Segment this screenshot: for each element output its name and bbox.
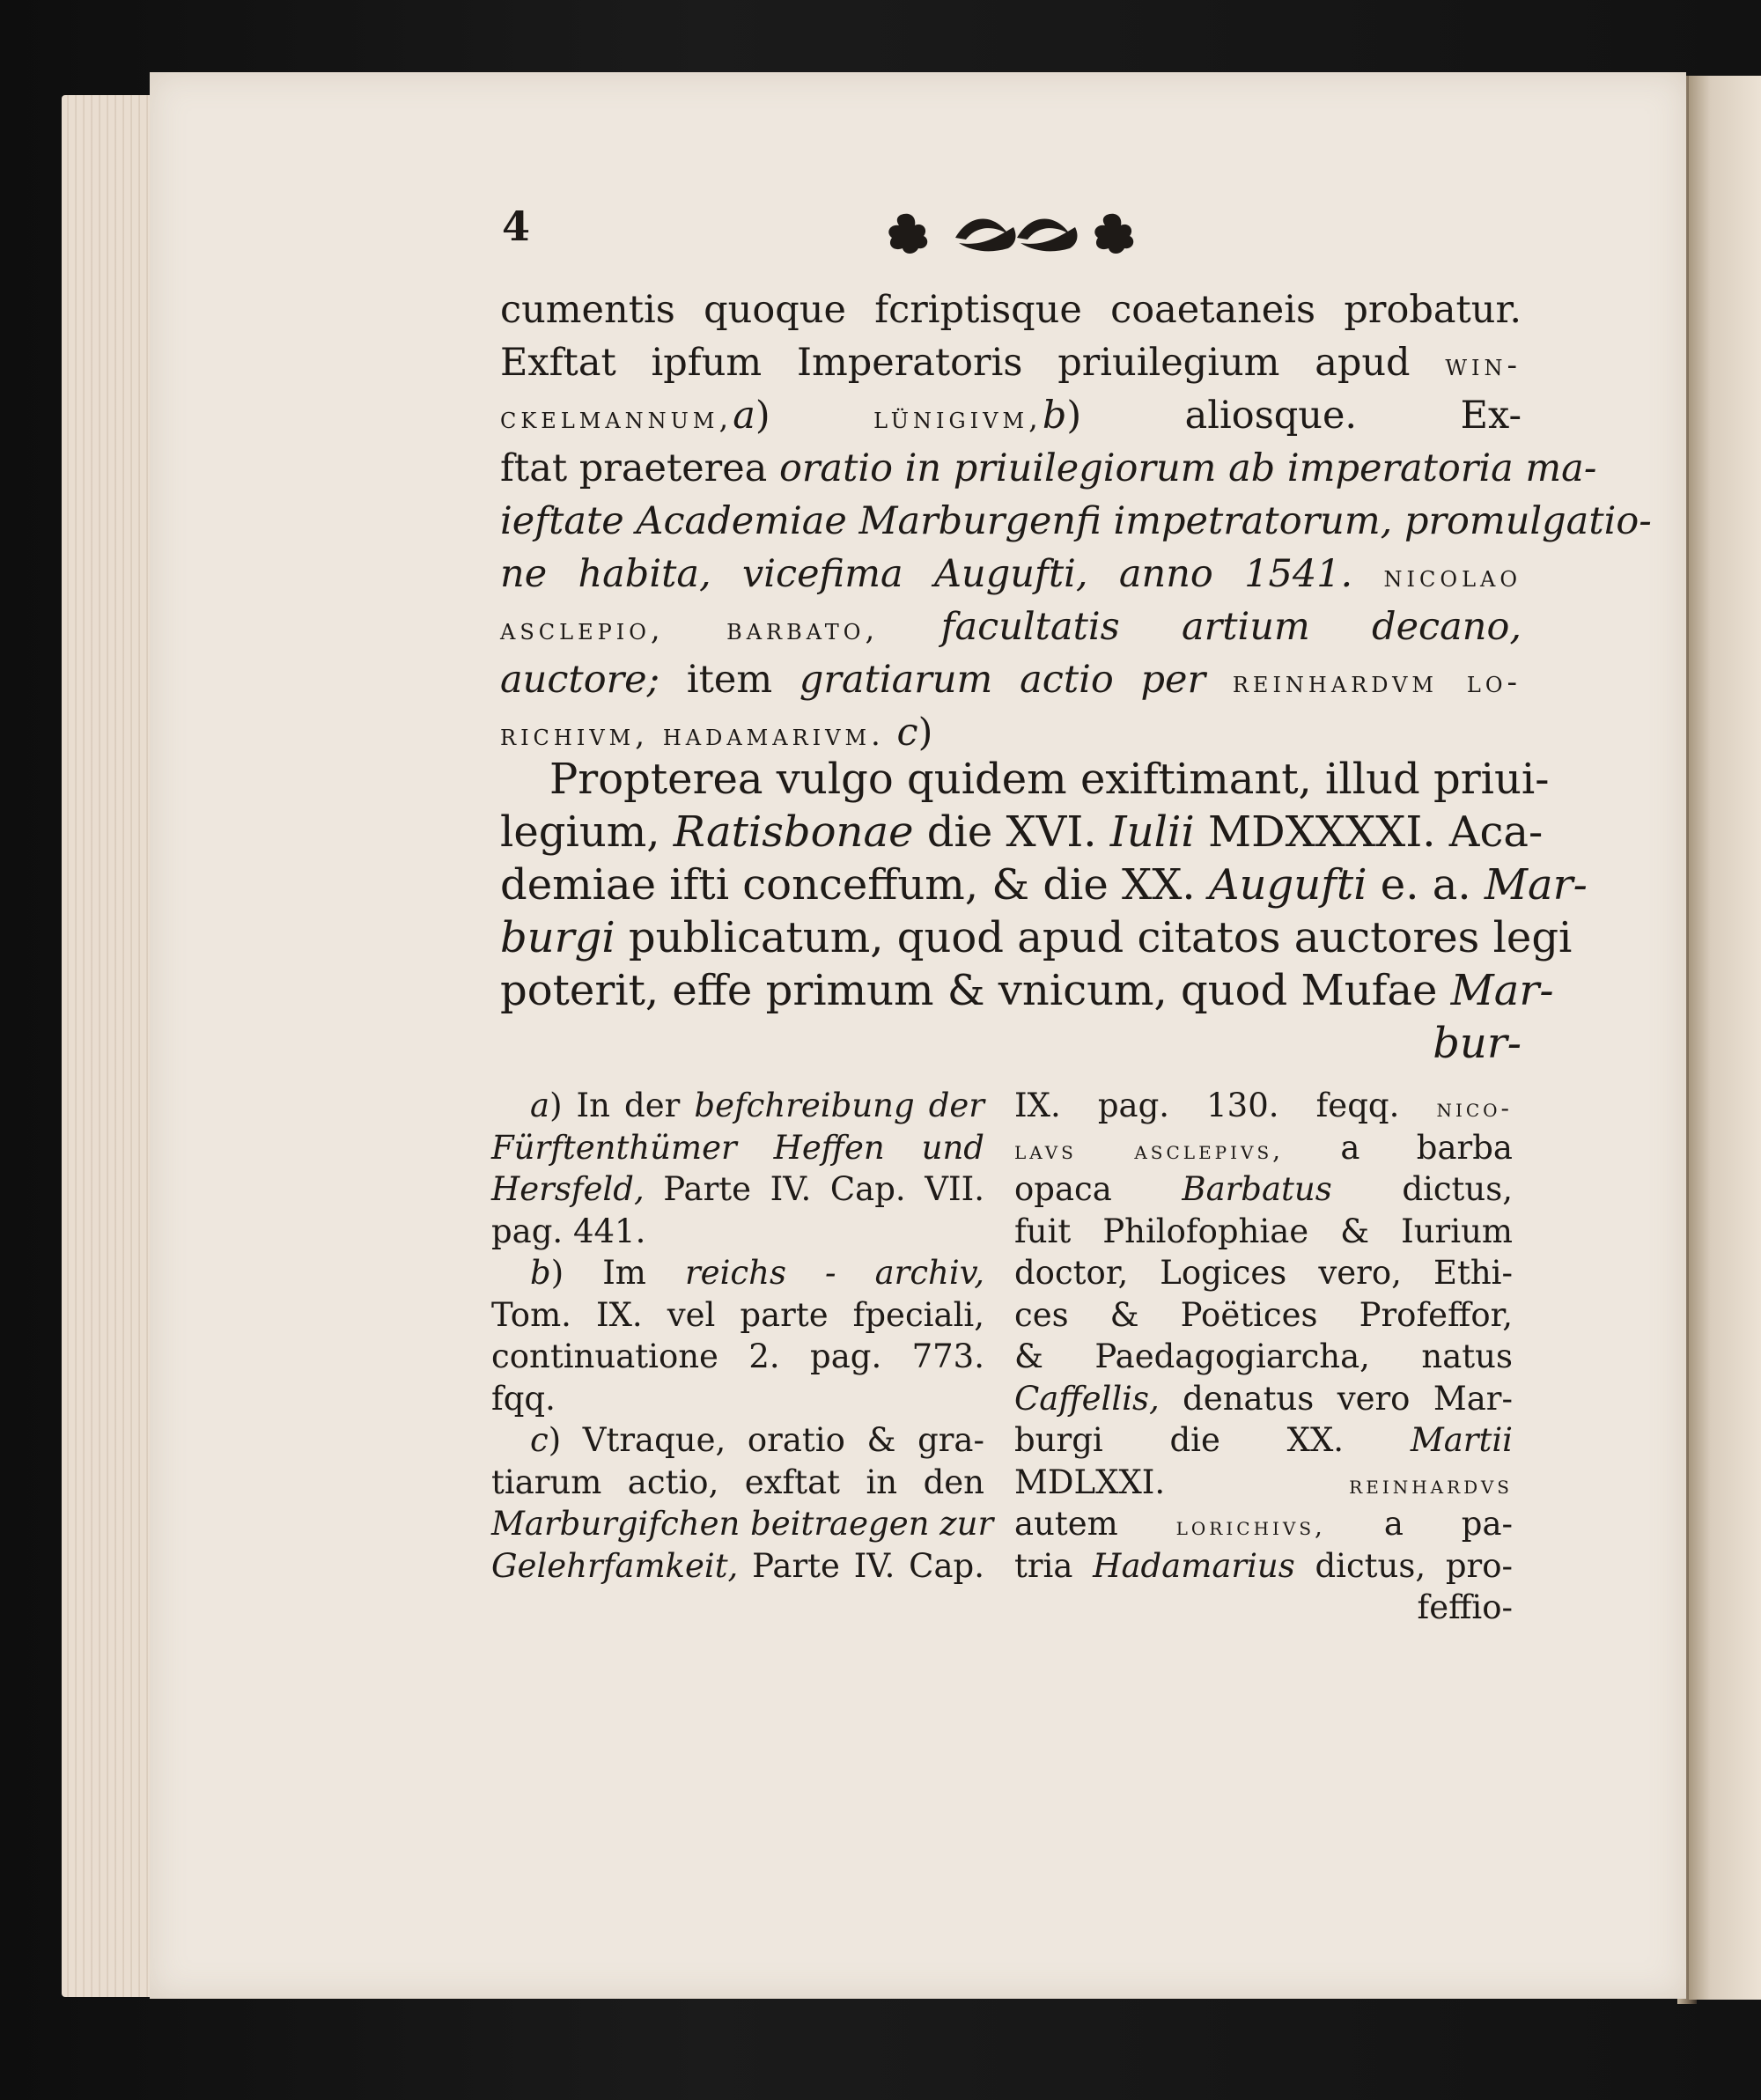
text-run: fqq.	[491, 1379, 556, 1418]
footnotes_left-line	[491, 1545, 984, 1588]
footnotes_right-line	[1014, 1587, 1513, 1629]
left-page-edges	[62, 95, 158, 1997]
footnotes_left-line	[491, 1378, 984, 1420]
text-run: dictus, pro-	[1294, 1546, 1513, 1585]
italic-run: Hadamarius	[1093, 1546, 1295, 1585]
italic-run: auctore;	[500, 658, 660, 702]
text-run: ) Vtraque, oratio & gra-	[548, 1421, 984, 1459]
italic-run: burgi	[500, 913, 615, 962]
italic-run: Mar-	[1450, 966, 1554, 1015]
text-run: feffio-	[1417, 1588, 1513, 1626]
text-run: )	[917, 711, 933, 755]
italic-run: befchreibung der	[694, 1087, 984, 1124]
small-caps-run: asclepio,	[500, 612, 665, 647]
paragraph2-line	[500, 1021, 1522, 1074]
text-run: opaca	[1014, 1170, 1183, 1208]
text-run	[885, 711, 897, 755]
text-run: )	[755, 394, 874, 438]
text-run: Tom. IX. vel parte fpeciali,	[491, 1295, 984, 1334]
italic-run: ieftate Academiae Marburgenfi impetratorum, promulgatio-	[500, 499, 1652, 543]
adjacent-page	[1689, 76, 1761, 2000]
text-run: Parte IV. Cap.	[738, 1546, 984, 1585]
text-run: tiarum actio, exftat in den	[491, 1463, 984, 1501]
text-run: autem	[1014, 1505, 1176, 1543]
footnotes_left-line	[491, 1294, 984, 1337]
italic-run: reichs - archiv,	[684, 1254, 984, 1292]
paragraph1-line	[500, 601, 1522, 653]
text-run	[1352, 552, 1383, 596]
paragraph1-line	[500, 336, 1522, 389]
text-run: burgi die XX.	[1014, 1421, 1411, 1459]
footnotes_left-line	[491, 1127, 984, 1169]
footnotes_right-line	[1014, 1127, 1513, 1169]
footnotes_right-line	[1014, 1085, 1513, 1127]
text-run: publicatum, quod apud citatos auctores legi	[615, 913, 1573, 962]
paragraph-2	[500, 755, 1588, 1074]
footnotes-left-column	[491, 1085, 994, 1587]
italic-run: facultatis artium decano,	[940, 605, 1522, 649]
text-run: e. a.	[1367, 860, 1485, 910]
italic-run: Mar-	[1484, 860, 1588, 910]
italic-run: gratiarum actio per	[799, 658, 1206, 702]
text-run: & Paedagogiarcha, natus	[1014, 1337, 1513, 1375]
text-run: die XVI.	[913, 807, 1110, 857]
italic-run: Hersfeld,	[491, 1170, 645, 1208]
footnotes_left-line	[491, 1211, 984, 1253]
page-number: 4	[502, 203, 531, 250]
text-run: poterit, effe primum & vnicum, quod Mufae	[500, 966, 1451, 1015]
italic-run: Marburgifchen beitraegen zur	[491, 1505, 994, 1543]
italic-run: Barbatus	[1182, 1170, 1332, 1208]
italic-run: Augufti	[1208, 860, 1367, 910]
text-run: demiae ifti conceffum, & die XX.	[500, 860, 1209, 910]
footnotes_right-line	[1014, 1503, 1513, 1545]
italic-run: c	[530, 1421, 549, 1459]
text-run	[879, 605, 940, 649]
italic-run: Ratisbonae	[673, 807, 914, 857]
footnotes_right-line	[1014, 1336, 1513, 1378]
text-run: ftat praeterea	[500, 446, 779, 490]
footnotes_right-line	[1014, 1419, 1513, 1462]
text-run: fuit Philofophiae & Iurium	[1014, 1212, 1513, 1250]
small-caps-run: nicolao	[1383, 559, 1522, 594]
text-run: Exftat ipfum Imperatoris priuilegium apud	[500, 341, 1446, 385]
text-run	[665, 605, 726, 649]
paragraph1-line	[500, 284, 1522, 336]
italic-run: c	[896, 711, 918, 755]
italic-run: a	[530, 1087, 550, 1124]
paragraph2-line	[500, 755, 1550, 810]
text-run: a pa-	[1325, 1505, 1514, 1543]
paragraph1-line	[500, 442, 1597, 495]
paragraph2-line	[500, 807, 1544, 863]
footnotes_left-line	[491, 1252, 984, 1294]
text-run: ) Im	[550, 1254, 685, 1292]
text-run: cumentis quoque fcriptisque coaetaneis probatur.	[500, 288, 1522, 332]
italic-run: oratio in priuilegiorum ab imperatoria ma-	[778, 446, 1597, 490]
footnotes_right-line	[1014, 1294, 1513, 1337]
footnotes_left-line	[491, 1168, 984, 1211]
text-run: item	[659, 658, 799, 702]
italic-run: Gelehrfamkeit,	[491, 1546, 739, 1585]
text-run: ) aliosque. Ex-	[1066, 394, 1522, 438]
paragraph1-line	[500, 495, 1652, 548]
italic-run: Iulii	[1109, 807, 1195, 857]
small-caps-run: lorichivs,	[1175, 1512, 1326, 1541]
footnotes_right-line	[1014, 1378, 1513, 1420]
italic-run: Martii	[1410, 1421, 1513, 1459]
paragraph1-line	[500, 653, 1522, 706]
text-run: a barba	[1284, 1128, 1513, 1167]
small-caps-run: reinhardvs	[1349, 1470, 1513, 1499]
footnotes-right-column	[1014, 1085, 1513, 1629]
decorative-headpiece-icon	[885, 208, 1140, 257]
text-run: MDLXXI.	[1014, 1463, 1350, 1501]
paragraph1-line	[500, 548, 1522, 601]
text-run	[1205, 658, 1233, 702]
footnotes_left-line	[491, 1503, 994, 1545]
italic-run: Caffellis,	[1014, 1379, 1160, 1418]
footnotes_right-line	[1014, 1168, 1513, 1211]
text-run: ces & Poëtices Profeffor,	[1014, 1295, 1513, 1334]
italic-run: Fürftenthümer Heffen und	[491, 1128, 984, 1167]
text-run: ) In der	[549, 1087, 695, 1124]
text-run: tria	[1014, 1546, 1094, 1585]
paragraph2-line	[500, 860, 1588, 916]
footnotes_left-line	[491, 1336, 984, 1378]
footnotes_right-line	[1014, 1252, 1513, 1294]
italic-run: ne habita, vicefima Augufti, anno 1541.	[500, 552, 1353, 596]
text-run: doctor, Logices vero, Ethi-	[1014, 1254, 1513, 1292]
small-caps-run: lünigivm,	[873, 401, 1043, 436]
text-run: denatus vero Mar-	[1159, 1379, 1513, 1418]
paragraph1-line	[500, 706, 1522, 759]
text-run: Parte IV. Cap. VII.	[644, 1170, 984, 1208]
paragraph2-line	[500, 966, 1554, 1021]
footnotes_right-line	[1014, 1545, 1513, 1588]
paragraph2-line	[500, 913, 1573, 969]
text-run: IX. pag. 130. feqq.	[1014, 1087, 1437, 1124]
small-caps-run: win-	[1445, 348, 1522, 383]
running-head	[502, 203, 1519, 264]
small-caps-run: richivm, hadamarivm.	[500, 718, 885, 753]
italic-run: a	[733, 394, 755, 438]
italic-run: b	[1042, 394, 1067, 438]
footnotes_left-line	[491, 1085, 984, 1127]
text-run: continuatione 2. pag. 773.	[491, 1337, 984, 1375]
paragraph-1	[500, 284, 1652, 759]
small-caps-run: nico-	[1436, 1094, 1513, 1123]
text-run: legium,	[500, 807, 674, 857]
paragraph1-line	[500, 389, 1522, 442]
small-caps-run: reinhardvm lo-	[1232, 665, 1522, 700]
small-caps-run: lavs asclepivs,	[1014, 1135, 1285, 1165]
footnotes_right-line	[1014, 1462, 1513, 1504]
text-run: dictus,	[1331, 1170, 1514, 1208]
footnotes_left-line	[491, 1462, 984, 1504]
footnotes_left-line	[491, 1419, 984, 1462]
italic-run: b	[530, 1254, 551, 1292]
text-run: Propterea vulgo quidem exiftimant, illud priui-	[549, 755, 1550, 804]
small-caps-run: barbato,	[726, 612, 880, 647]
text-run: MDXXXXI. Aca-	[1194, 807, 1544, 857]
footnotes_right-line	[1014, 1211, 1513, 1253]
small-caps-run: ckelmannum,	[500, 401, 733, 436]
italic-run: bur-	[1433, 1019, 1522, 1068]
text-run: pag. 441.	[491, 1212, 646, 1250]
